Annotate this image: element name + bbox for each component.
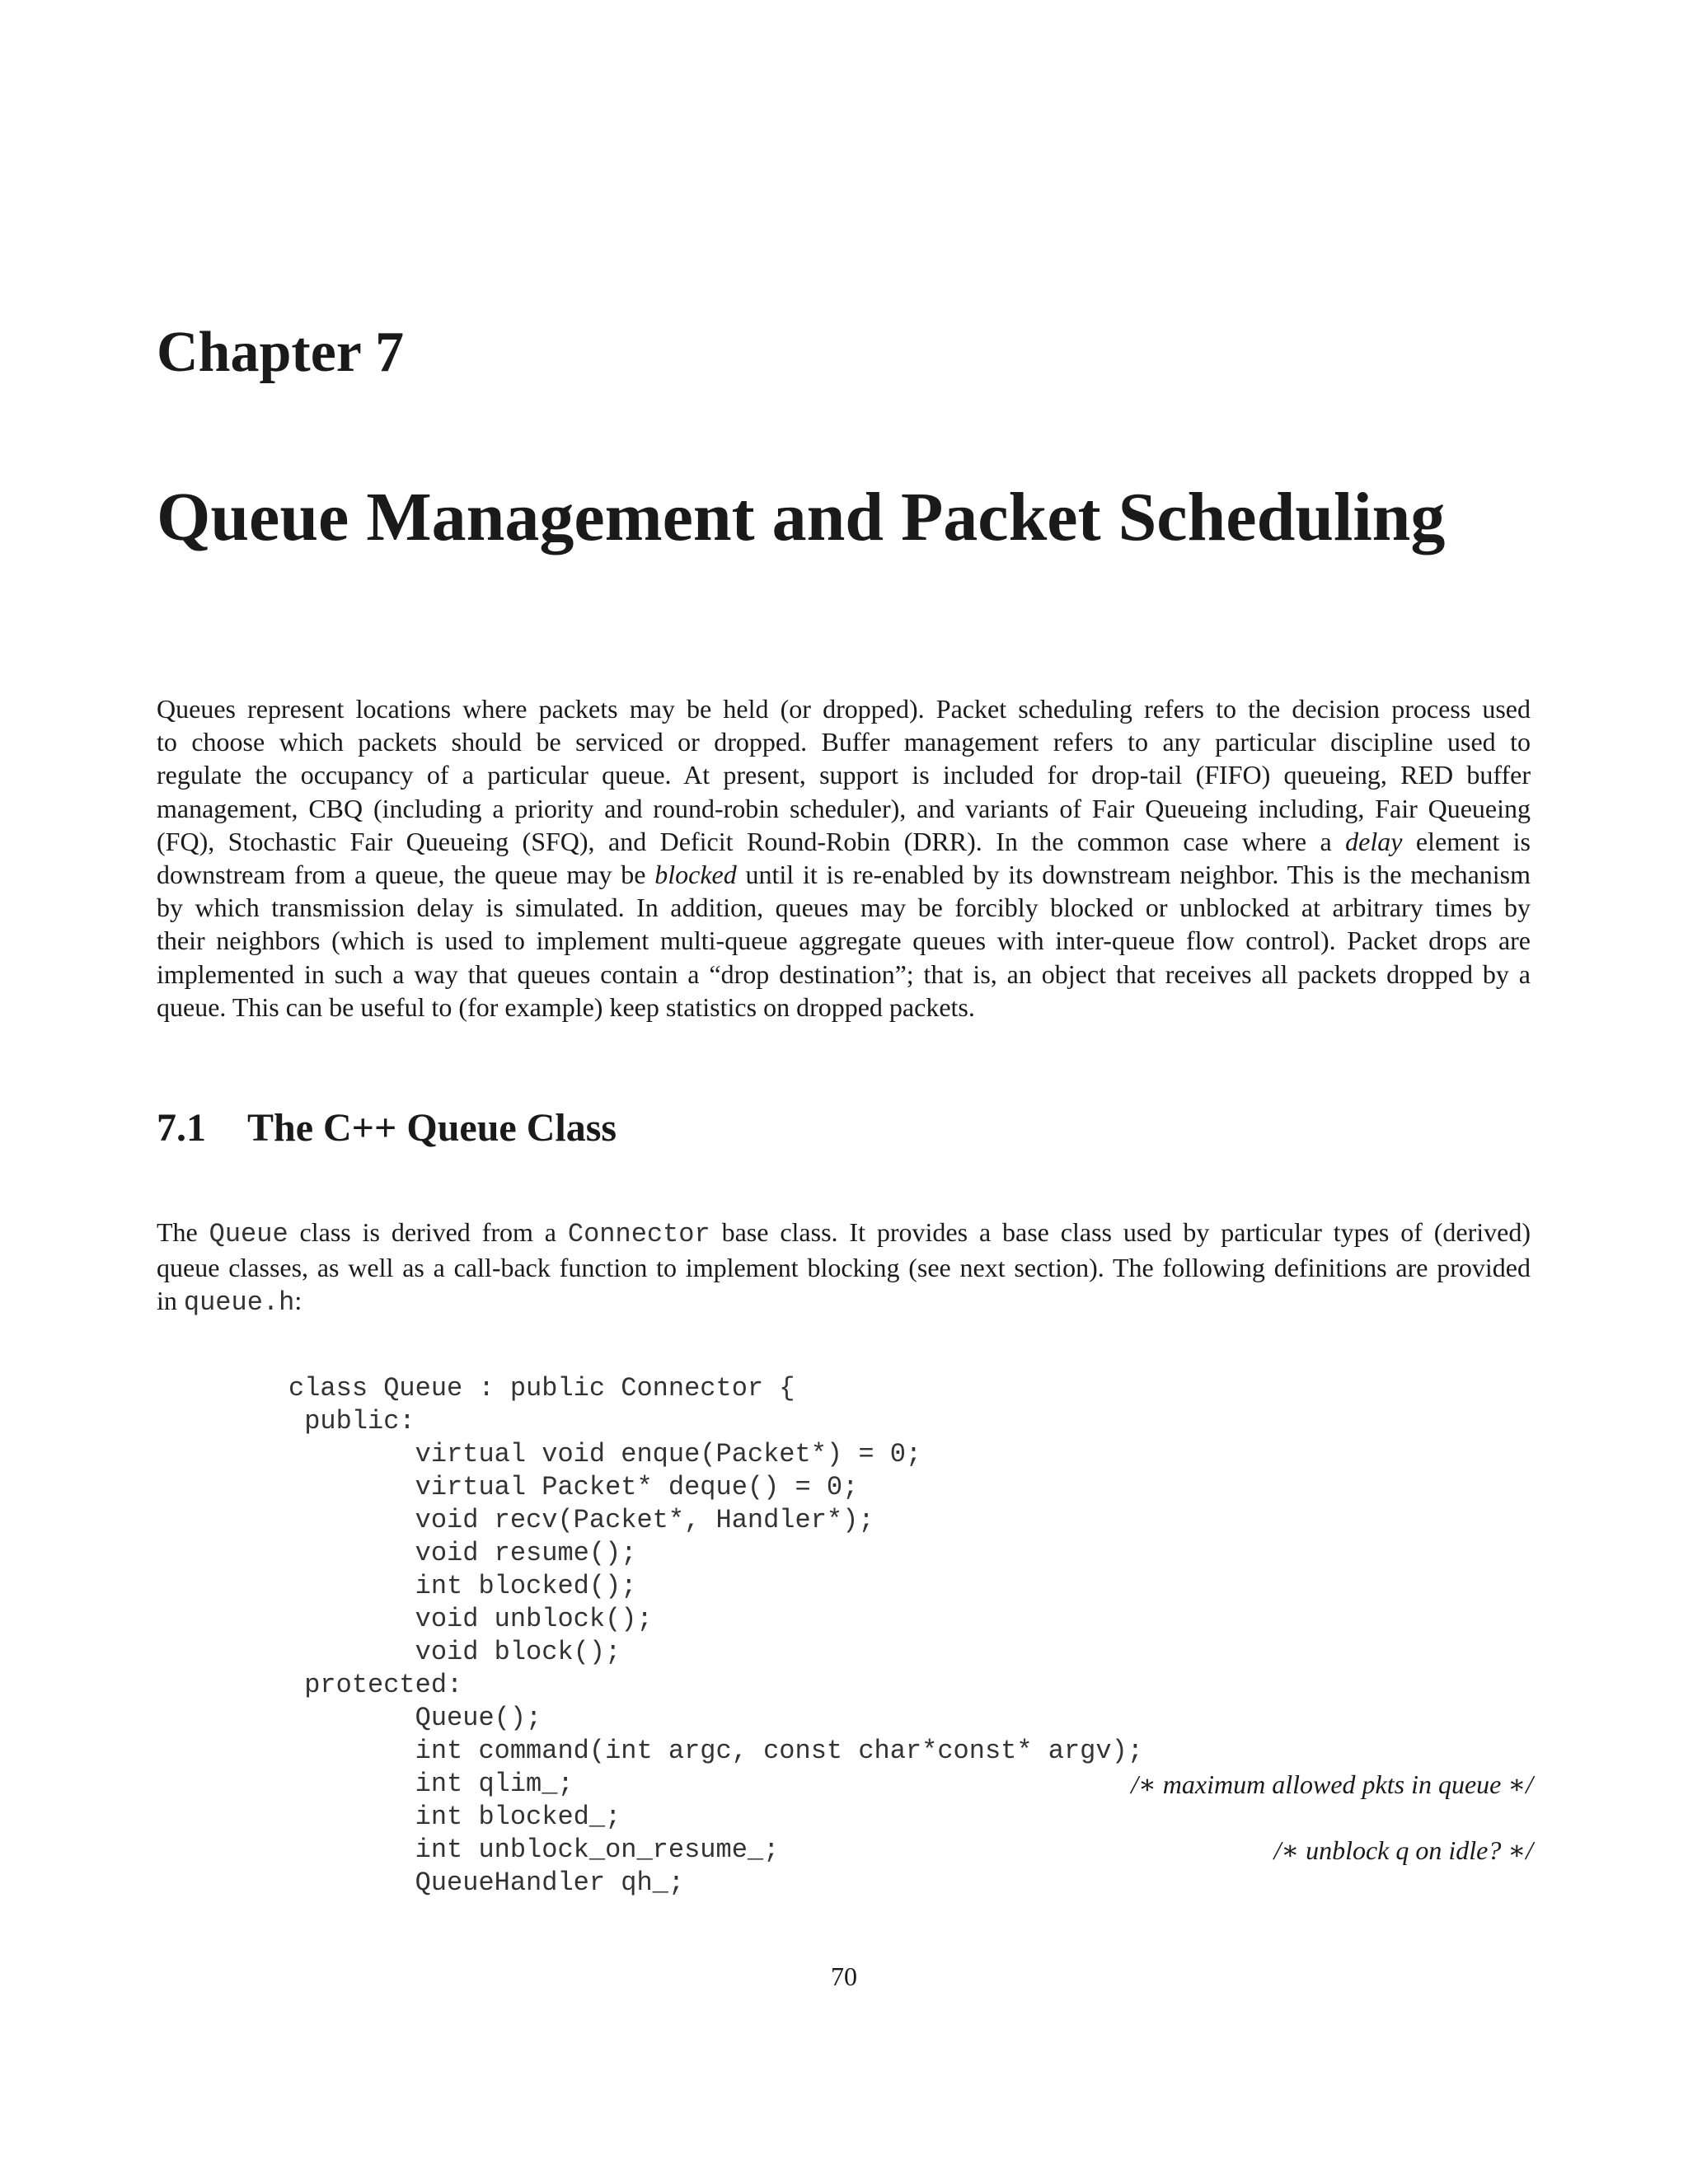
code-line xyxy=(288,1504,1533,1537)
intro-line-3: regulate the occupancy of a particular queue. At present, support is included for drop-tail (FIFO) queueing, RED buffer xyxy=(157,760,1531,790)
intro-line-5 xyxy=(157,825,1531,858)
code-line xyxy=(288,1867,1533,1900)
intro-line-7: by which transmission delay is simulated. In addition, queues may be forcibly blocked or unblocked at arbitrary times by xyxy=(157,893,1531,923)
section-paragraph xyxy=(157,1216,1531,1320)
section-title: The C++ Queue Class xyxy=(247,1106,617,1150)
code-listing xyxy=(288,1372,1533,1900)
code-line xyxy=(288,1702,1533,1735)
code-line xyxy=(288,1405,1533,1438)
code-ref-connector: Connector xyxy=(567,1219,710,1249)
section-number: 7.1 xyxy=(157,1106,206,1150)
code-line xyxy=(288,1372,1533,1405)
code-text: virtual Packet* deque() = 0; xyxy=(288,1472,859,1502)
intro-line-4: management, CBQ (including a priority and round-robin scheduler), and variants of Fair Queueing including, Fair Queueing xyxy=(157,793,1531,823)
intro-paragraph xyxy=(157,692,1531,1024)
code-text: void unblock(); xyxy=(288,1604,653,1634)
code-text: protected: xyxy=(288,1670,463,1700)
code-line xyxy=(288,1834,1533,1867)
code-text: virtual void enque(Packet*) = 0; xyxy=(288,1439,922,1469)
code-comment: /∗ maximum allowed pkts in queue ∗/ xyxy=(1131,1769,1533,1799)
intro-line-6-text: downstream from a queue, the queue may be xyxy=(157,860,655,890)
code-ref-queue: Queue xyxy=(209,1219,288,1249)
section-text: base class. It provides a base class used by particular types of (derived) xyxy=(710,1217,1531,1247)
section-text: in xyxy=(157,1286,184,1316)
code-text: QueueHandler qh_; xyxy=(288,1868,685,1898)
code-comment: /∗ unblock q on idle? ∗/ xyxy=(1273,1835,1533,1865)
section-line-1 xyxy=(157,1216,1531,1251)
section-line-3 xyxy=(157,1284,1531,1319)
code-text: public: xyxy=(288,1406,415,1436)
code-line xyxy=(288,1669,1533,1702)
intro-line-5-tail: element is xyxy=(1402,826,1531,856)
intro-line-2: to choose which packets should be serviced or dropped. Buffer management refers to any particular discipline used to xyxy=(157,727,1531,757)
code-line xyxy=(288,1768,1533,1801)
section-text: The xyxy=(157,1217,209,1247)
chapter-title: Queue Management and Packet Scheduling xyxy=(157,479,1446,555)
intro-emph-delay: delay xyxy=(1345,826,1403,856)
code-line xyxy=(288,1603,1533,1636)
section-text: class is derived from a xyxy=(288,1217,568,1247)
intro-line-10: queue. This can be useful to (for example) keep statistics on dropped packets. xyxy=(157,991,975,1022)
chapter-label: Chapter 7 xyxy=(157,321,405,384)
intro-line-6 xyxy=(157,858,1531,891)
code-text: Queue(); xyxy=(288,1703,542,1733)
intro-emph-blocked: blocked xyxy=(654,860,737,890)
code-text: int command(int argc, const char*const* argv); xyxy=(288,1736,1143,1766)
section-line-2: queue classes, as well as a call-back function to implement blocking (see next section). The following definitions are provided xyxy=(157,1253,1531,1283)
code-line xyxy=(288,1471,1533,1504)
code-line xyxy=(288,1537,1533,1570)
code-line xyxy=(288,1735,1533,1768)
code-line xyxy=(288,1801,1533,1834)
code-text: int qlim_; xyxy=(288,1769,574,1799)
code-line xyxy=(288,1570,1533,1603)
code-text: void block(); xyxy=(288,1637,621,1667)
page-number: 70 xyxy=(831,1961,857,1991)
code-text: class Queue : public Connector { xyxy=(288,1373,795,1404)
code-text: void recv(Packet*, Handler*); xyxy=(288,1505,874,1535)
section-text: : xyxy=(294,1286,302,1316)
code-text: int blocked(); xyxy=(288,1571,637,1601)
code-text: void resume(); xyxy=(288,1538,637,1568)
intro-line-1: Queues represent locations where packets may be held (or dropped). Packet scheduling refers to the decision process used xyxy=(157,694,1531,724)
code-ref-queue-h: queue.h xyxy=(183,1287,295,1319)
code-text: int blocked_; xyxy=(288,1802,621,1832)
intro-line-9: implemented in such a way that queues contain a “drop destination”; that is, an object that receives all packets dropped by a xyxy=(157,958,1531,989)
intro-line-6-tail: until it is re-enabled by its downstream neighbor. This is the mechanism xyxy=(736,860,1531,890)
intro-line-8: their neighbors (which is used to implement multi-queue aggregate queues with inter-queue flow control). Packet drops are xyxy=(157,926,1531,956)
code-line xyxy=(288,1438,1533,1471)
intro-line-5-text: (FQ), Stochastic Fair Queueing (SFQ), and Deficit Round-Robin (DRR). In the common case where a xyxy=(157,826,1346,856)
section-heading xyxy=(157,1104,617,1152)
code-line xyxy=(288,1636,1533,1669)
code-text: int unblock_on_resume_; xyxy=(288,1835,780,1865)
